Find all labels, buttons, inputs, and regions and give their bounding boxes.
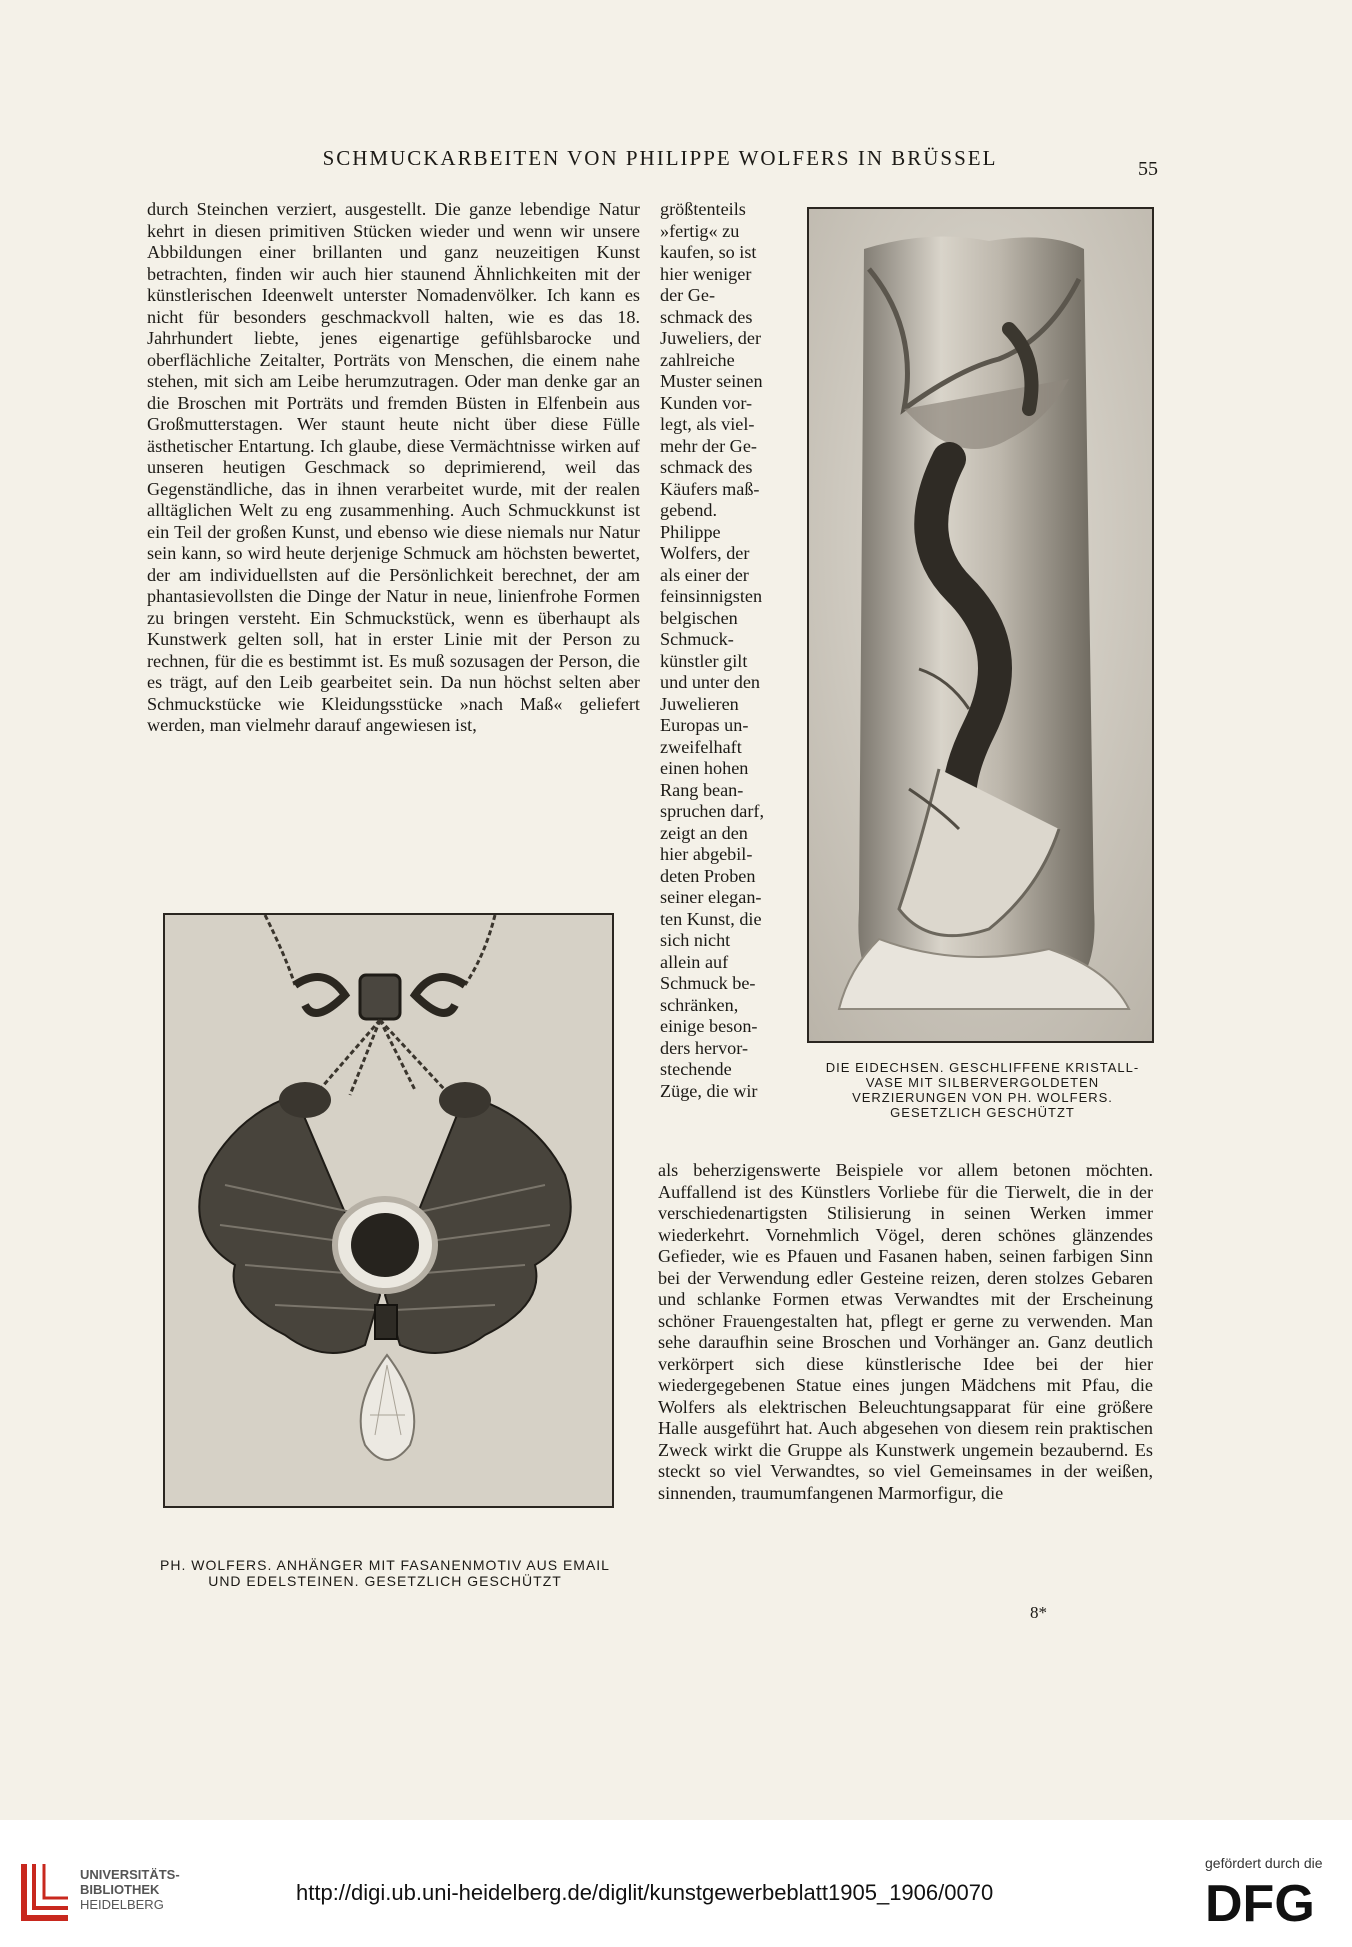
vase-photo	[807, 207, 1154, 1043]
narrow-column-line: Philippe	[660, 521, 721, 542]
dfg-logo	[1205, 1877, 1333, 1927]
narrow-column-line: mehr der Ge-	[660, 435, 757, 456]
library-logo-icon	[20, 1860, 72, 1922]
narrow-column-line: Muster seinen	[660, 371, 763, 391]
funding-text: gefördert durch die	[1205, 1855, 1323, 1871]
pheasant-pendant-illustration	[165, 915, 612, 1506]
narrow-column-line: und unter den	[660, 672, 761, 692]
narrow-column-line: seiner elegan-	[660, 887, 762, 907]
caption-line: UND EDELSTEINEN. GESETZLICH GESCHÜTZT	[208, 1573, 562, 1589]
caption-line: DIE EIDECHSEN. GESCHLIFFENE KRISTALL-	[825, 1060, 1140, 1075]
narrow-column-line: allein auf	[660, 951, 729, 972]
caption-line: VASE MIT SILBERVERGOLDETEN	[865, 1075, 1100, 1090]
narrow-column-line: schmack des	[660, 306, 753, 327]
narrow-column-line: Wolfers, der	[660, 543, 750, 563]
narrow-column-line: Juwelieren	[660, 693, 739, 714]
narrow-column-line: der Ge-	[660, 285, 716, 305]
narrow-column-line: ten Kunst, die	[660, 908, 762, 929]
library-line: HEIDELBERG	[80, 1897, 164, 1912]
left-text-column	[147, 199, 640, 737]
narrow-column-line: einen hohen	[660, 758, 749, 778]
narrow-column-line: zahlreiche	[660, 349, 735, 370]
narrow-column-line: spruchen darf,	[660, 801, 765, 821]
narrow-column-line: hier weniger	[660, 263, 752, 284]
narrow-column-line: deten Proben	[660, 865, 756, 886]
narrow-column-line: ders hervor-	[660, 1037, 749, 1058]
caption-line: PH. WOLFERS. ANHÄNGER MIT FASANENMOTIV AUS EMAIL	[160, 1557, 610, 1573]
library-name	[80, 1867, 180, 1912]
narrow-column-line: künstler gilt	[660, 650, 748, 671]
narrow-column-line: größtenteils	[660, 199, 746, 219]
narrow-column-line: »fertig« zu	[660, 220, 740, 241]
caption-line: VERZIERUNGEN VON PH. WOLFERS.	[852, 1090, 1113, 1105]
narrow-column-line: Juweliers, der	[660, 328, 762, 348]
narrow-column-line: kaufen, so ist	[660, 242, 757, 262]
caption-line: GESETZLICH GESCHÜTZT	[890, 1105, 1075, 1120]
narrow-column-line: Europas un-	[660, 715, 749, 735]
narrow-column-line: gebend.	[660, 500, 718, 520]
pendant-photo	[163, 913, 614, 1508]
narrow-column-line: Kunden vor-	[660, 392, 753, 413]
vase-caption	[800, 1060, 1165, 1120]
page-number: 55	[1138, 158, 1158, 180]
digitization-footer	[0, 1820, 1352, 1947]
dfg-logo-text: DFG	[1205, 1877, 1315, 1927]
narrow-text-column	[660, 199, 806, 1102]
narrow-column-line: Schmuck-	[660, 629, 734, 649]
paragraph: als beherzigenswerte Beispiele vor allem betonen möchten. Auffallend ist des Künstlers Vorliebe für die Tierwelt, die in der verschiedenartigsten Stilisierung in seinen Werken immer wiederkehrt. Vornehmlich Vögel, deren schönes glänzendes Gefieder, wie es Pfauen und Fasanen haben, seinen farbigen Sinn bei der Verwendung edler Gesteine reizen, deren stolzes Gebaren und schlanke Formen etwas Verwandtes mit der Erscheinung schöner Frauengestalten hat, pflegt er gerne zu verwenden. Man sehe daraufhin seine Broschen und Vorhänger an. Ganz deutlich verkörpert sich diese künstlerische Idee bei der hier wiedergegebenen Statue eines jungen Mädchens mit Pfau, die Wolfers als elektrischen Beleuchtungsapparat für eine größere Halle ausgeführt hat. Auch abgesehen von diesem rein praktischen Zweck wirkt die Gruppe als Kunstwerk ungemein bezaubernd. Es steckt so viel Verwandtes, so viel Gemeinsames in der weißen, sinnenden, traumumfangenen Marmorfigur, die	[658, 1160, 1153, 1503]
narrow-column-line: zeigt an den	[660, 822, 748, 843]
narrow-column-line: einige beson-	[660, 1016, 758, 1036]
source-url-link[interactable]: http://digi.ub.uni-heidelberg.de/diglit/kunstgewerbeblatt1905_1906/0070	[296, 1880, 994, 1905]
signature-mark: 8*	[1030, 1603, 1047, 1622]
narrow-column-line: stechende	[660, 1059, 732, 1079]
narrow-column-line: Züge, die wir	[660, 1080, 758, 1101]
library-line: UNIVERSITÄTS-	[80, 1867, 180, 1882]
narrow-column-line: Schmuck be-	[660, 973, 756, 993]
narrow-column-line: schränken,	[660, 994, 739, 1015]
narrow-column-line: schmack des	[660, 457, 753, 477]
library-line: BIBLIOTHEK	[80, 1882, 160, 1897]
narrow-column-line: sich nicht	[660, 930, 731, 950]
narrow-column-line: zweifelhaft	[660, 736, 742, 757]
narrow-column-line: hier abgebil-	[660, 844, 753, 864]
paragraph: durch Steinchen verziert, ausgestellt. Die ganze lebendige Natur kehrt in diesen primitiven Stücken wieder und wenn wir unsere Abbildungen einer brillanten und ganz neuzeitigen Kunst betrachten, finden wir auch hier staunend Ähnlichkeiten mit der künstlerischen Ideenwelt unterster Nomadenvölker. Ich kann es nicht für besonders geschmackvoll halten, wie es das 18. Jahrhundert liebte, jenes eigenartige gefühlsbarocke und oberflächliche Zeitalter, Porträts von Menschen, die einem nahe stehen, mit sich am Leibe herumzutragen. Oder man denke gar an die Broschen mit Porträts und fremden Büsten in Elfenbein aus Großmutterstagen. Wer staunt heute nicht über diese Fülle ästhetischer Entartung. Ich glaube, diese Vermächtnisse wirken auf unseren heutigen Geschmack so deprimierend, weil das Gegenständliche, das in ihnen verarbeitet wurde, mit der realen alltäglichen Welt zu eng zusammenhing. Auch Schmuckkunst ist ein Teil der großen Kunst, und ebenso wie diese niemals nur Natur sein kann, so wird heute derjenige Schmuck am höchsten bewertet, der am individuellsten auf die Persönlichkeit berechnet, der am phantasievollsten die Dinge der Natur in neue, linienfrohe Formen zu bringen versteht. Ein Schmuckstück, wenn es überhaupt als Kunstwerk gelten soll, hat in erster Linie mit der Person zu rechnen, für die es bestimmt ist. Es muß sozusagen der Person, die es trägt, auf den Leib gearbeitet sein. Da nun höchst selten aber Schmuckstücke wie Kleidungsstücke »nach Maß« geliefert werden, man vielmehr darauf angewiesen ist,	[147, 199, 640, 735]
running-title: SCHMUCKARBEITEN VON PHILIPPE WOLFERS IN BRÜSSEL	[322, 146, 998, 170]
narrow-column-line: Rang bean-	[660, 779, 744, 800]
pendant-caption	[130, 1557, 640, 1589]
narrow-column-line: legt, als viel-	[660, 414, 755, 434]
narrow-column-line: feinsinnigsten	[660, 586, 763, 606]
bottom-text-column	[658, 1160, 1153, 1504]
lizard-vase-illustration	[809, 209, 1152, 1041]
narrow-column-line: Käufers maß-	[660, 478, 760, 499]
narrow-column-line: als einer der	[660, 564, 749, 585]
narrow-column-line: belgischen	[660, 607, 738, 628]
